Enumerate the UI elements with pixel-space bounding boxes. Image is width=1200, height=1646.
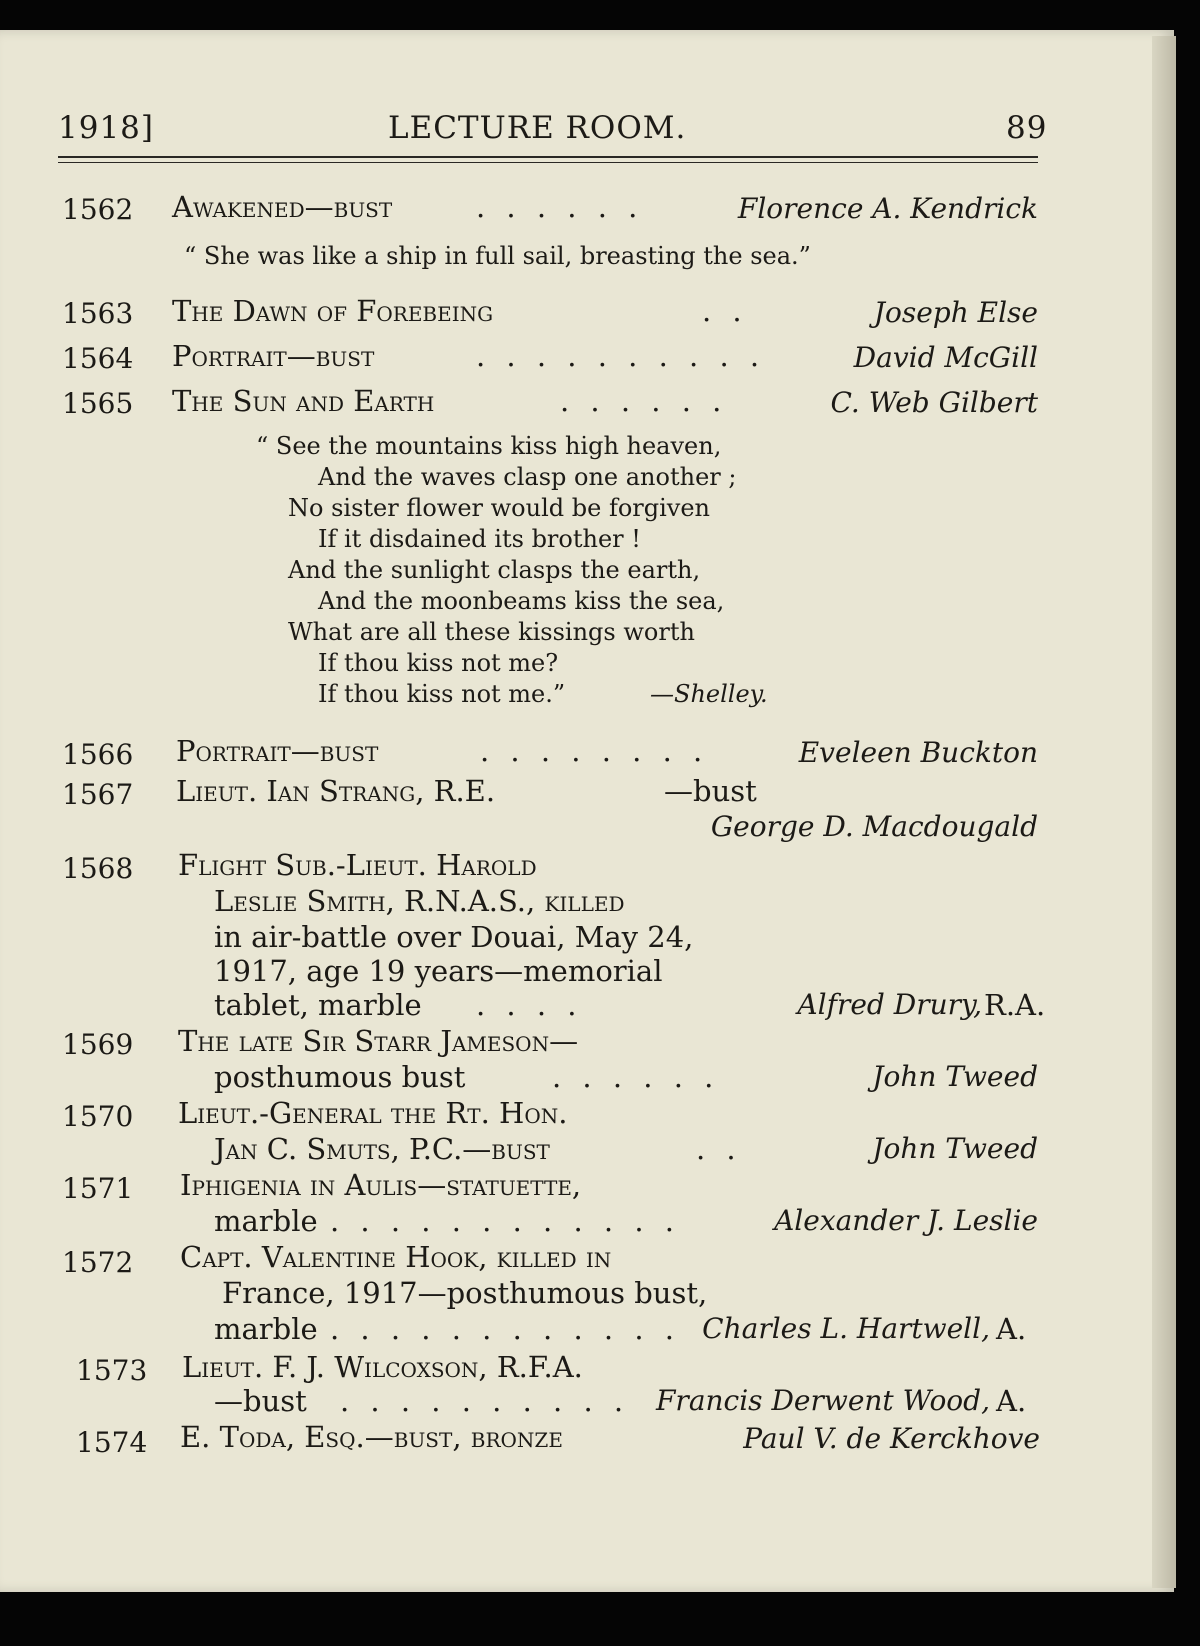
page-title: LECTURE ROOM. — [388, 110, 687, 146]
poem-line: And the moonbeams kiss the sea, — [318, 587, 725, 615]
artist-suffix: A. — [996, 1384, 1027, 1418]
entry-line: Lieut.-General the Rt. Hon. — [178, 1096, 568, 1130]
entry-line: in air-battle over Douai, May 24, — [214, 920, 694, 954]
page-edge — [1152, 36, 1176, 1588]
entry-number: 1573 — [76, 1354, 148, 1387]
entry-number: 1574 — [76, 1426, 148, 1459]
poem-line: “ See the mountains kiss high heaven, — [256, 432, 722, 460]
entry-number: 1564 — [62, 342, 134, 375]
leader-dots: . . — [702, 294, 748, 328]
leader-dots: . . . . . . . . . . . . — [330, 1312, 681, 1346]
leader-dots: . . . . . . — [560, 384, 728, 418]
leader-dots: . . — [696, 1132, 742, 1166]
entry-line: marble — [214, 1312, 318, 1346]
poem-line: And the sunlight clasps the earth, — [288, 556, 701, 584]
artist-name: David McGill — [853, 341, 1038, 374]
entry-line: tablet, marble — [214, 988, 422, 1022]
header-year: 1918] — [58, 110, 154, 146]
entry-line: Lieut. F. J. Wilcoxson, R.F.A. — [182, 1350, 583, 1384]
poem-line: If thou kiss not me? — [318, 649, 559, 677]
poem-line: What are all these kissings worth — [288, 618, 695, 646]
artist-name: Joseph Else — [873, 296, 1038, 329]
artist-suffix: A. — [996, 1312, 1027, 1346]
poem-line: And the waves clasp one another ; — [318, 463, 737, 491]
artist-name: John Tweed — [872, 1132, 1038, 1165]
entry-title: The Sun and Earth — [172, 384, 435, 418]
entry-title: Portrait—bust — [172, 339, 375, 373]
entry-number: 1565 — [62, 387, 134, 420]
artist-name: C. Web Gilbert — [830, 386, 1038, 419]
artist-name: John Tweed — [872, 1060, 1038, 1093]
entry-line: Flight Sub.-Lieut. Harold — [178, 848, 537, 882]
entry-title: Lieut. Ian Strang, R.E. — [176, 774, 496, 808]
artist-name: Florence A. Kendrick — [737, 192, 1038, 225]
artist-name: Eveleen Buckton — [798, 736, 1038, 769]
entry-line: France, 1917—posthumous bust, — [222, 1276, 708, 1310]
entry-line: marble — [214, 1204, 318, 1238]
entry-line: Jan C. Smuts, P.C.—bust — [214, 1132, 550, 1166]
entry-line: —bust — [214, 1384, 307, 1418]
entry-number: 1568 — [62, 852, 134, 885]
entry-number: 1572 — [62, 1246, 134, 1279]
entry-title: E. Toda, Esq.—bust, bronze — [180, 1420, 563, 1454]
entry-title-suffix: —bust — [664, 774, 757, 808]
leader-dots: . . . . . . . . — [480, 734, 709, 768]
leader-dots: . . . . . . — [552, 1060, 720, 1094]
artist-suffix: R.A. — [984, 988, 1046, 1022]
entry-title: The Dawn of Forebeing — [172, 294, 494, 328]
entry-line: Iphigenia in Aulis—statuette, — [180, 1168, 582, 1202]
poem-author: —Shelley. — [650, 680, 768, 708]
poem-line: No sister flower would be forgiven — [288, 494, 711, 522]
poem-line: If thou kiss not me.” — [318, 680, 566, 708]
page-number: 89 — [1006, 110, 1048, 146]
artist-name: Alexander J. Leslie — [774, 1204, 1038, 1237]
entry-number: 1562 — [62, 193, 134, 226]
entry-line: Leslie Smith, R.N.A.S., killed — [214, 884, 625, 918]
entry-number: 1563 — [62, 297, 134, 330]
entry-number: 1567 — [62, 778, 134, 811]
header-rule-thick — [58, 156, 1038, 158]
entry-line: The late Sir Starr Jameson— — [178, 1024, 579, 1058]
leader-dots: . . . . — [476, 988, 583, 1022]
leader-dots: . . . . . . . . . . . . — [330, 1204, 681, 1238]
entry-title: Awakened—bust — [172, 190, 393, 224]
entry-number: 1571 — [62, 1172, 134, 1205]
header-rule-thin — [58, 162, 1038, 163]
entry-number: 1570 — [62, 1100, 134, 1133]
entry-title: Portrait—bust — [176, 734, 379, 768]
entry-line: Capt. Valentine Hook, killed in — [180, 1240, 612, 1274]
artist-name: Charles L. Hartwell, — [702, 1312, 990, 1345]
entry-line: 1917, age 19 years—memorial — [214, 954, 663, 988]
artist-name: George D. Macdougald — [710, 810, 1038, 843]
leader-dots: . . . . . . . . . . — [476, 339, 766, 373]
poem-line: If it disdained its brother ! — [318, 525, 641, 553]
entry-line: posthumous bust — [214, 1060, 466, 1094]
entry-number: 1569 — [62, 1028, 134, 1061]
artist-name: Alfred Drury, — [797, 988, 982, 1021]
leader-dots: . . . . . . . . . . — [340, 1384, 630, 1418]
artist-name: Paul V. de Kerckhove — [743, 1422, 1040, 1455]
entry-quote: “ She was like a ship in full sail, breasting the sea.” — [184, 242, 811, 270]
leader-dots: . . . . . . — [476, 190, 644, 224]
artist-name: Francis Derwent Wood, — [656, 1384, 990, 1417]
entry-number: 1566 — [62, 738, 134, 771]
